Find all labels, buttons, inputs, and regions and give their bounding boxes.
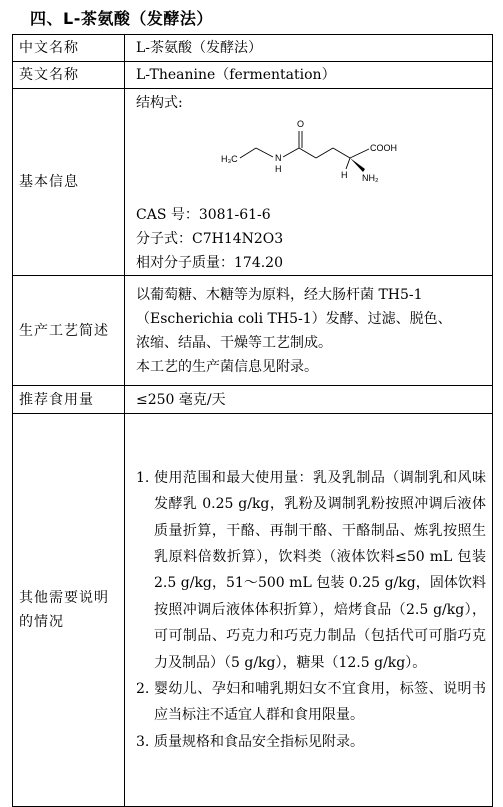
item-number: 2. [136, 681, 150, 698]
molecular-mass: 相对分子质量：174.20 [136, 255, 283, 271]
mol-o: O [297, 119, 305, 129]
list-item [136, 465, 486, 676]
mol-nh2: NH₂ [362, 173, 379, 183]
process-line: 浓缩、结晶、干燥等工艺制成。 [136, 334, 332, 351]
row-en-name [13, 62, 493, 89]
mol-n: N [275, 153, 282, 163]
list-item [136, 676, 486, 729]
structure-label: 结构式: [136, 95, 183, 111]
label-basic-info: 基本信息 [13, 89, 125, 276]
item-number: 3. [136, 733, 150, 750]
mol-h3c: H₃C [221, 154, 238, 164]
process-line: （Escherichia coli TH5-1）发酵、过滤、脱色、 [136, 310, 452, 327]
item-text: 婴幼儿、孕妇和哺乳期妇女不宜食用，标签、说明书应当标注不适宜人群和食用限量。 [154, 681, 486, 724]
value-intake: ≤250 毫克/天 [125, 386, 493, 414]
theanine-structure-diagram [136, 115, 436, 203]
value-cn-name: L-茶氨酸（发酵法） [125, 35, 493, 62]
process-line: 本工艺的生产菌信息见附录。 [136, 358, 318, 375]
molecular-formula: 分子式：C7H14N2O3 [136, 231, 284, 247]
value-basic-info [125, 89, 493, 276]
row-process [13, 276, 493, 386]
process-line: 以葡萄糖、木糖等为原料，经大肠杆菌 TH5-1 [136, 286, 423, 303]
cas-number: CAS 号：3081-61-6 [136, 207, 271, 223]
mol-h: H [341, 170, 348, 180]
row-intake [13, 386, 493, 414]
mol-nh-h: H [275, 164, 282, 174]
mol-cooh: COOH [370, 143, 397, 153]
label-other: 其他需要说明的情况 [13, 414, 125, 807]
section-heading: 四、L-茶氨酸（发酵法） [30, 9, 213, 28]
item-text: 质量规格和食品安全指标见附录。 [154, 733, 364, 750]
row-basic-info [13, 89, 493, 276]
list-item [136, 729, 486, 755]
value-en-name: L-Theanine（fermentation） [125, 62, 493, 89]
other-list [136, 465, 486, 755]
item-text: 使用范围和最大使用量：乳及乳制品（调制乳和风味发酵乳 0.25 g/kg，乳粉及调制乳粉按照冲调后液体质量折算，干酪、再制干酪、干酪制品、炼乳按照生乳原料倍数折算），饮料类（液体饮料≤50 mL 包装 2.5 g/kg，51～500 mL 包装 0.25 g/kg，固体饮料按照冲调后液体体积折算），焙烤食品（2.5 g/kg），可可制品、巧克力和巧克力制品（包括代可可脂巧克力及制品）（5 g/kg），糖果（12.5 g/kg）。 [154, 469, 486, 671]
label-process: 生产工艺简述 [13, 276, 125, 386]
structure-formula [136, 115, 486, 203]
row-cn-name [13, 35, 493, 62]
value-other [125, 414, 493, 807]
info-table [12, 34, 493, 807]
label-en-name: 英文名称 [13, 62, 125, 89]
row-other [13, 414, 493, 807]
label-cn-name: 中文名称 [13, 35, 125, 62]
label-intake: 推荐食用量 [13, 386, 125, 414]
item-number: 1. [136, 469, 150, 486]
value-process [125, 276, 493, 386]
